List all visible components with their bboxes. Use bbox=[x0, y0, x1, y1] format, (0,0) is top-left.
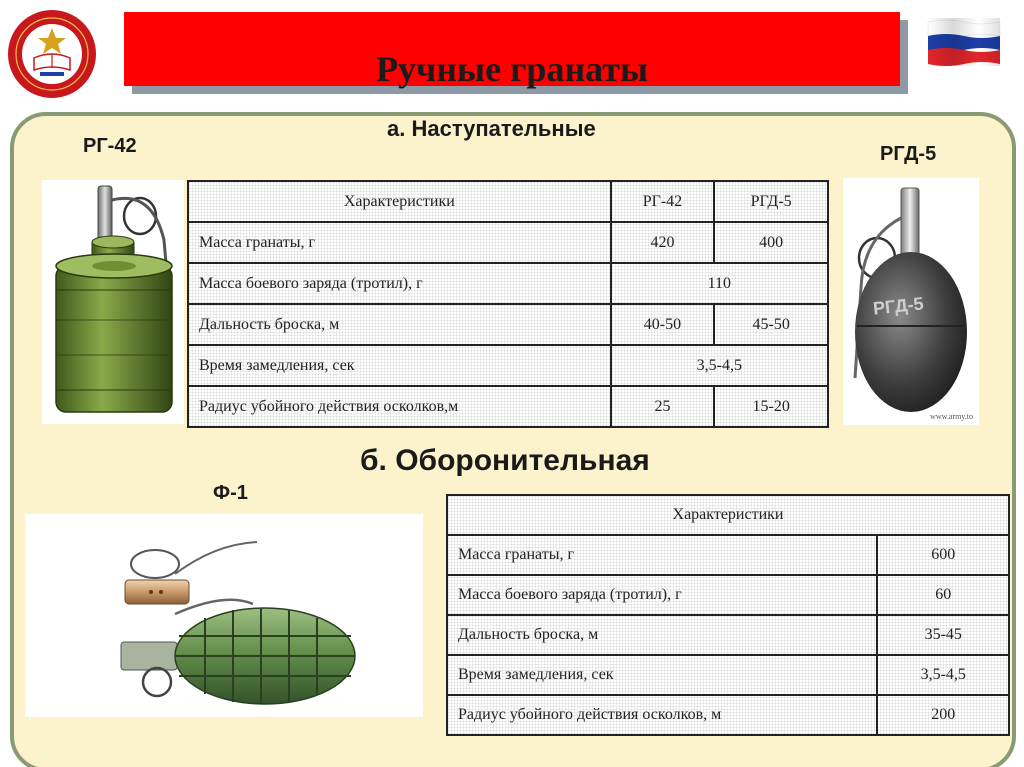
cell-value: 600 bbox=[877, 535, 1009, 575]
rgd5-grenade-image bbox=[843, 178, 979, 425]
cell-value: 200 bbox=[877, 695, 1009, 735]
row-label: Дальность броска, м bbox=[188, 304, 611, 345]
defensive-grenade-table bbox=[446, 494, 1010, 736]
row-label: Масса боевого заряда (тротил), г bbox=[188, 263, 611, 304]
f1-label: Ф-1 bbox=[213, 482, 248, 504]
table-row bbox=[188, 304, 828, 345]
row-label: Масса боевого заряда (тротил), г bbox=[447, 575, 877, 615]
table-row bbox=[188, 263, 828, 304]
table-row bbox=[188, 222, 828, 263]
military-emblem-icon bbox=[6, 8, 98, 100]
rgd5-body-text: РГД-5 bbox=[872, 293, 925, 319]
row-label: Радиус убойного действия осколков, м bbox=[447, 695, 877, 735]
table-row bbox=[447, 615, 1009, 655]
row-label: Масса гранаты, г bbox=[447, 535, 877, 575]
offensive-grenades-table bbox=[187, 180, 829, 428]
table-row bbox=[447, 535, 1009, 575]
row-label: Время замедления, сек bbox=[188, 345, 611, 386]
cell-rg42: 40-50 bbox=[611, 304, 715, 345]
cell-rgd5: 15-20 bbox=[714, 386, 828, 427]
row-label: Дальность броска, м bbox=[447, 615, 877, 655]
table-row bbox=[188, 345, 828, 386]
section-a-title: а. Наступательные bbox=[387, 116, 596, 141]
rgd5-watermark: www.army.to bbox=[930, 412, 973, 421]
row-label: Время замедления, сек bbox=[447, 655, 877, 695]
cell-value: 35-45 bbox=[877, 615, 1009, 655]
table-header-characteristics: Характеристики bbox=[188, 181, 611, 222]
row-label: Масса гранаты, г bbox=[188, 222, 611, 263]
page-title: Ручные гранаты bbox=[375, 49, 649, 89]
rg42-grenade-image bbox=[42, 180, 184, 424]
cell-rg42: 420 bbox=[611, 222, 715, 263]
table-header-rgd5: РГД-5 bbox=[714, 181, 828, 222]
russian-flag-icon bbox=[926, 18, 1002, 66]
table-row bbox=[447, 655, 1009, 695]
cell-rgd5: 45-50 bbox=[714, 304, 828, 345]
rgd5-label: РГД-5 bbox=[880, 143, 937, 165]
cell-shared: 110 bbox=[611, 263, 828, 304]
table-header-row bbox=[188, 181, 828, 222]
table-header-characteristics: Характеристики bbox=[447, 495, 1009, 535]
cell-shared: 3,5-4,5 bbox=[611, 345, 828, 386]
section-b-title: б. Оборонительная bbox=[360, 444, 650, 477]
rg42-label: РГ-42 bbox=[83, 135, 137, 157]
table-row bbox=[188, 386, 828, 427]
table-header-row bbox=[447, 495, 1009, 535]
cell-value: 60 bbox=[877, 575, 1009, 615]
table-header-rg42: РГ-42 bbox=[611, 181, 715, 222]
f1-grenade-image bbox=[25, 514, 423, 717]
table-row bbox=[447, 575, 1009, 615]
cell-value: 3,5-4,5 bbox=[877, 655, 1009, 695]
row-label: Радиус убойного действия осколков,м bbox=[188, 386, 611, 427]
cell-rgd5: 400 bbox=[714, 222, 828, 263]
cell-rg42: 25 bbox=[611, 386, 715, 427]
table-row bbox=[447, 695, 1009, 735]
